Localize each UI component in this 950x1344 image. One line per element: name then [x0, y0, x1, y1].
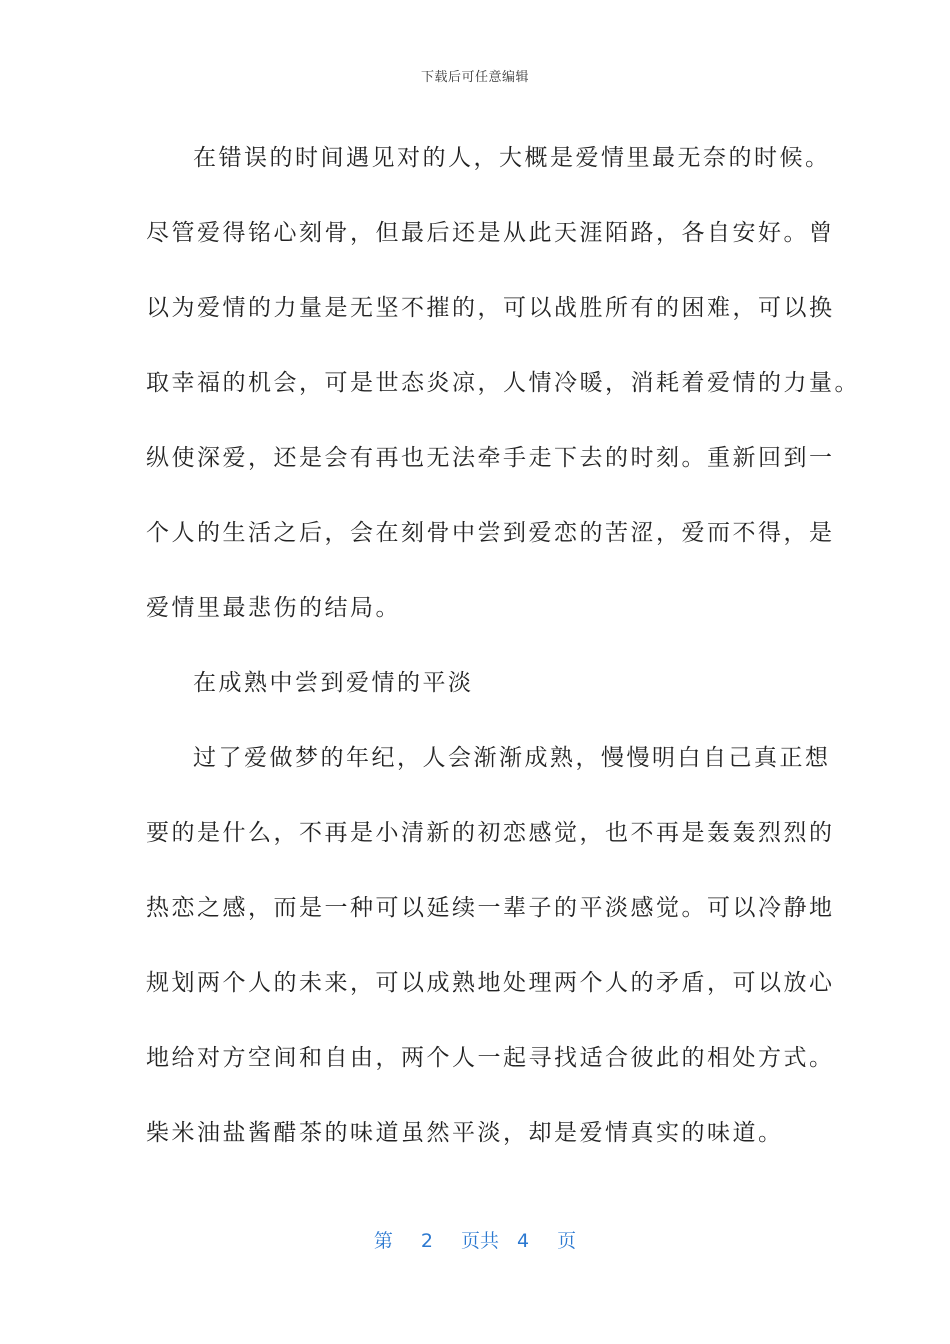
paragraph-line: 要的是什么，不再是小清新的初恋感觉，也不再是轰轰烈烈的 — [146, 820, 835, 846]
total-pages-number: 4 — [517, 1230, 530, 1252]
page-label-mid: 页共 — [460, 1230, 499, 1252]
paragraph-line: 以为爱情的力量是无坚不摧的，可以战胜所有的困难，可以换 — [146, 295, 835, 321]
current-page-number: 2 — [420, 1230, 433, 1252]
paragraph-line: 个人的生活之后，会在刻骨中尝到爱恋的苦涩，爱而不得，是 — [146, 520, 835, 546]
paragraph-line: 在错误的时间遇见对的人，大概是爱情里最无奈的时候。 — [193, 145, 831, 171]
paragraph-line: 爱情里最悲伤的结局。 — [146, 595, 401, 621]
header-text: 下载后可任意编辑 — [420, 70, 529, 85]
page-label-prefix: 第 — [373, 1230, 393, 1252]
paragraph-line: 尽管爱得铭心刻骨，但最后还是从此天涯陌路，各自安好。曾 — [146, 220, 835, 246]
page-label-suffix: 页 — [557, 1230, 577, 1252]
paragraph-line: 过了爱做梦的年纪，人会渐渐成熟，慢慢明白自己真正想 — [193, 745, 831, 771]
paragraph-line: 热恋之感，而是一种可以延续一辈子的平淡感觉。可以冷静地 — [146, 895, 835, 921]
page-footer — [0, 1226, 950, 1253]
paragraph-line: 柴米油盐酱醋茶的味道虽然平淡，却是爱情真实的味道。 — [146, 1120, 784, 1146]
paragraph-line: 地给对方空间和自由，两个人一起寻找适合彼此的相处方式。 — [146, 1045, 835, 1071]
section-heading: 在成熟中尝到爱情的平淡 — [193, 670, 474, 696]
paragraph-line: 规划两个人的未来，可以成熟地处理两个人的矛盾，可以放心 — [146, 970, 835, 996]
body-text — [146, 121, 860, 1171]
paragraph-line: 纵使深爱，还是会有再也无法牵手走下去的时刻。重新回到一 — [146, 445, 835, 471]
paragraph-line: 取幸福的机会，可是世态炎凉，人情冷暖，消耗着爱情的力量。 — [146, 370, 860, 396]
page-header — [0, 66, 950, 85]
